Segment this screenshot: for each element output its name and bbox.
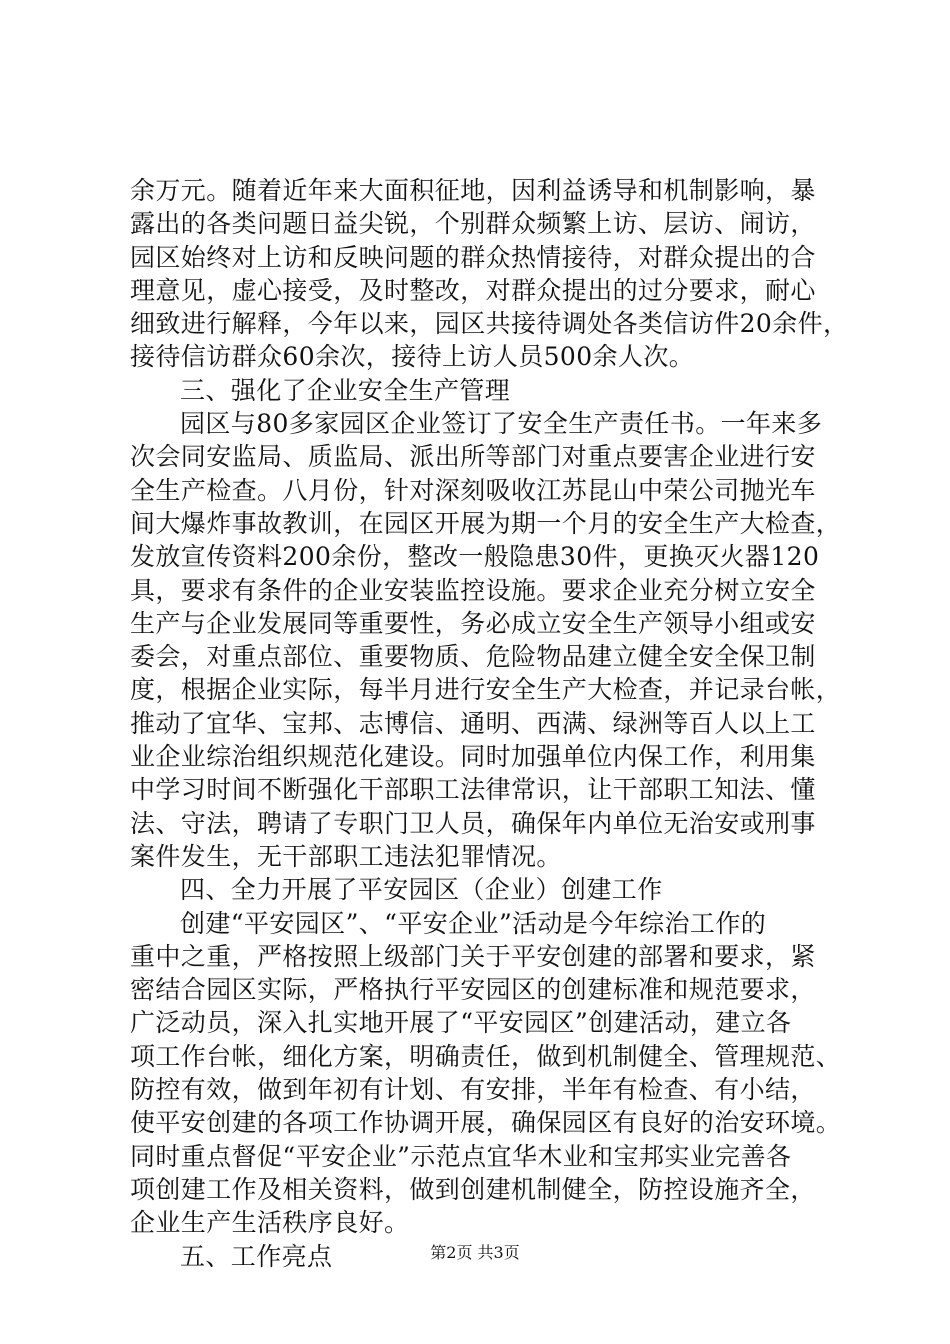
paragraph-start-line: 创建“平安园区”、“平安企业”活动是今年综治工作的 — [180, 908, 767, 938]
text-line: 接待信访群众60余次，接待上访人员500余人次。 — [130, 342, 695, 372]
text-line: 案件发生，无干部职工违法犯罪情况。 — [130, 841, 562, 871]
text-line: 委会，对重点部位、重要物质、危险物品建立健全安全保卫制 — [130, 642, 816, 672]
paragraph-start-line: 三、强化了企业安全生产管理 — [180, 375, 511, 405]
text-line: 中学习时间不断强化干部职工法律常识，让干部职工知法、懂 — [130, 775, 816, 805]
text-line: 度，根据企业实际，每半月进行安全生产大检查，并记录台帐， — [130, 675, 842, 705]
text-line: 次会同安监局、质监局、派出所等部门对重点要害企业进行安 — [130, 442, 816, 472]
text-line: 推动了宜华、宝邦、志博信、通明、西满、绿洲等百人以上工 — [130, 708, 816, 738]
paragraph-start-line: 五、工作亮点 — [180, 1241, 333, 1271]
text-line: 重中之重，严格按照上级部门关于平安创建的部署和要求，紧 — [130, 941, 816, 971]
text-line: 企业生产生活秩序良好。 — [130, 1208, 410, 1238]
text-line: 项创建工作及相关资料，做到创建机制健全，防控设施齐全， — [130, 1174, 816, 1204]
page-footer: 第2页 共3页 — [430, 1243, 520, 1262]
text-line: 理意见，虚心接受，及时整改，对群众提出的过分要求，耐心 — [130, 275, 816, 305]
text-line: 全生产检查。八月份，针对深刻吸收江苏昆山中荣公司抛光车 — [130, 475, 816, 505]
text-line: 间大爆炸事故教训，在园区开展为期一个月的安全生产大检查， — [130, 508, 842, 538]
text-line: 广泛动员，深入扎实地开展了“平安园区”创建活动，建立各 — [130, 1008, 792, 1038]
text-line: 业企业综治组织规范化建设。同时加强单位内保工作，利用集 — [130, 742, 816, 772]
text-line: 同时重点督促“平安企业”示范点宜华木业和宝邦实业完善各 — [130, 1141, 792, 1171]
text-line: 法、守法，聘请了专职门卫人员，确保年内单位无治安或刑事 — [130, 808, 816, 838]
text-line: 园区始终对上访和反映问题的群众热情接待，对群众提出的合 — [130, 242, 816, 272]
text-line: 生产与企业发展同等重要性，务必成立安全生产领导小组或安 — [130, 608, 816, 638]
document-body — [130, 174, 850, 1273]
text-line: 项工作台帐，细化方案，明确责任，做到机制健全、管理规范、 — [130, 1041, 842, 1071]
text-line: 发放宣传资料200余份，整改一般隐患30件，更换灭火器120 — [130, 542, 820, 572]
text-line: 密结合园区实际，严格执行平安园区的创建标准和规范要求， — [130, 975, 816, 1005]
text-line: 细致进行解释，今年以来，园区共接待调处各类信访件20余件， — [130, 309, 849, 339]
paragraph-start-line: 四、全力开展了平安园区（企业）创建工作 — [180, 875, 663, 905]
text-line: 防控有效，做到年初有计划、有安排，半年有检查、有小结， — [130, 1075, 816, 1105]
text-line: 具，要求有条件的企业安装监控设施。要求企业充分树立安全 — [130, 575, 816, 605]
text-line: 使平安创建的各项工作协调开展，确保园区有良好的治安环境。 — [130, 1108, 842, 1138]
text-line: 余万元。随着近年来大面积征地，因利益诱导和机制影响，暴 — [130, 176, 816, 205]
text-line: 露出的各类问题日益尖锐，个别群众频繁上访、层访、闹访， — [130, 209, 816, 239]
paragraph-start-line: 园区与80多家园区企业签订了安全生产责任书。一年来多 — [180, 409, 823, 439]
